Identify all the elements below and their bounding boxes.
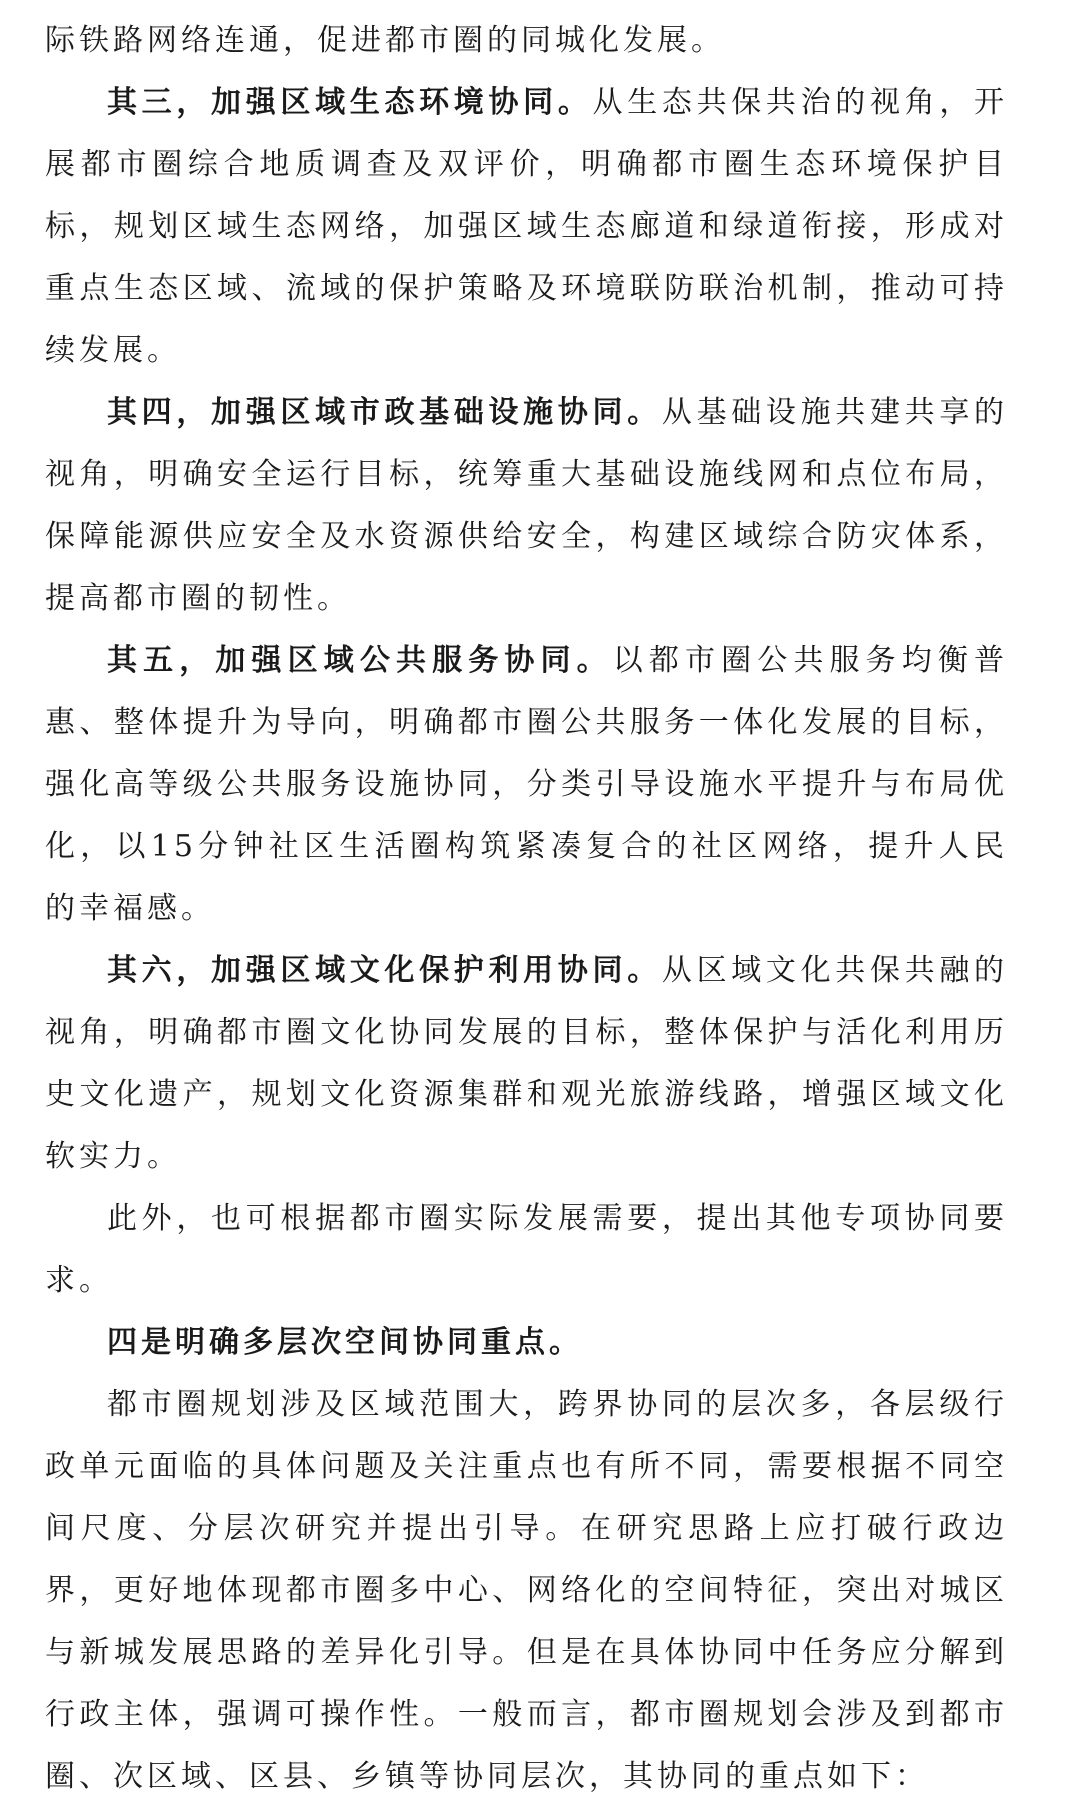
paragraph-continuation	[45, 10, 1008, 72]
paragraph-text: 以都市圈公共服务均衡普惠、整体提升为导向，明确都市圈公共服务一体化发展的目标，强化高等级公共服务设施协同，分类引导设施水平提升与布局优化，以15分钟社区生活圈构筑紧凑复合的社区网络，提升人民的幸福感。	[45, 643, 1008, 926]
paragraph-text: 此外，也可根据都市圈实际发展需要，提出其他专项协同要求。	[45, 1201, 1008, 1298]
paragraph-lead: 其四，加强区域市政基础设施协同。	[107, 395, 662, 430]
paragraph-text: 从区域文化共保共融的视角，明确都市圈文化协同发展的目标，整体保护与活化利用历史文化遗产，规划文化资源集群和观光旅游线路，增强区域文化软实力。	[45, 953, 1009, 1174]
paragraph-culture	[45, 940, 1008, 1188]
paragraph-text: 从基础设施共建共享的视角，明确安全运行目标，统筹重大基础设施线网和点位布局，保障能源供应安全及水资源供给安全，构建区域综合防灾体系，提高都市圈的韧性。	[45, 395, 1009, 616]
paragraph-text: 际铁路网络连通，促进都市圈的同城化发展。	[45, 23, 725, 58]
paragraph-infrastructure	[45, 382, 1008, 630]
paragraph-other	[45, 1188, 1008, 1312]
paragraph-lead: 其三，加强区域生态环境协同。	[107, 85, 593, 120]
paragraph-text: 从生态共保共治的视角，开展都市圈综合地质调查及双评价，明确都市圈生态环境保护目标，规划区域生态网络，加强区域生态廊道和绿道衔接，形成对重点生态区域、流域的保护策略及环境联防联治机制，推动可持续发展。	[45, 85, 1009, 368]
paragraph-ecology	[45, 72, 1008, 382]
section-heading: 四是明确多层次空间协同重点。	[107, 1325, 583, 1360]
paragraph-lead: 其六，加强区域文化保护利用协同。	[107, 953, 662, 988]
paragraph-multilevel	[45, 1374, 1008, 1808]
paragraph-public-service	[45, 630, 1008, 940]
paragraph-lead: 其五，加强区域公共服务协同。	[107, 643, 613, 678]
paragraph-text: 都市圈规划涉及区域范围大，跨界协同的层次多，各层级行政单元面临的具体问题及关注重点也有所不同，需要根据不同空间尺度、分层次研究并提出引导。在研究思路上应打破行政边界，更好地体现都市圈多中心、网络化的空间特征，突出对城区与新城发展思路的差异化引导。但是在具体协同中任务应分解到行政主体，强调可操作性。一般而言，都市圈规划会涉及到都市圈、次区域、区县、乡镇等协同层次，其协同的重点如下：	[45, 1387, 1008, 1794]
